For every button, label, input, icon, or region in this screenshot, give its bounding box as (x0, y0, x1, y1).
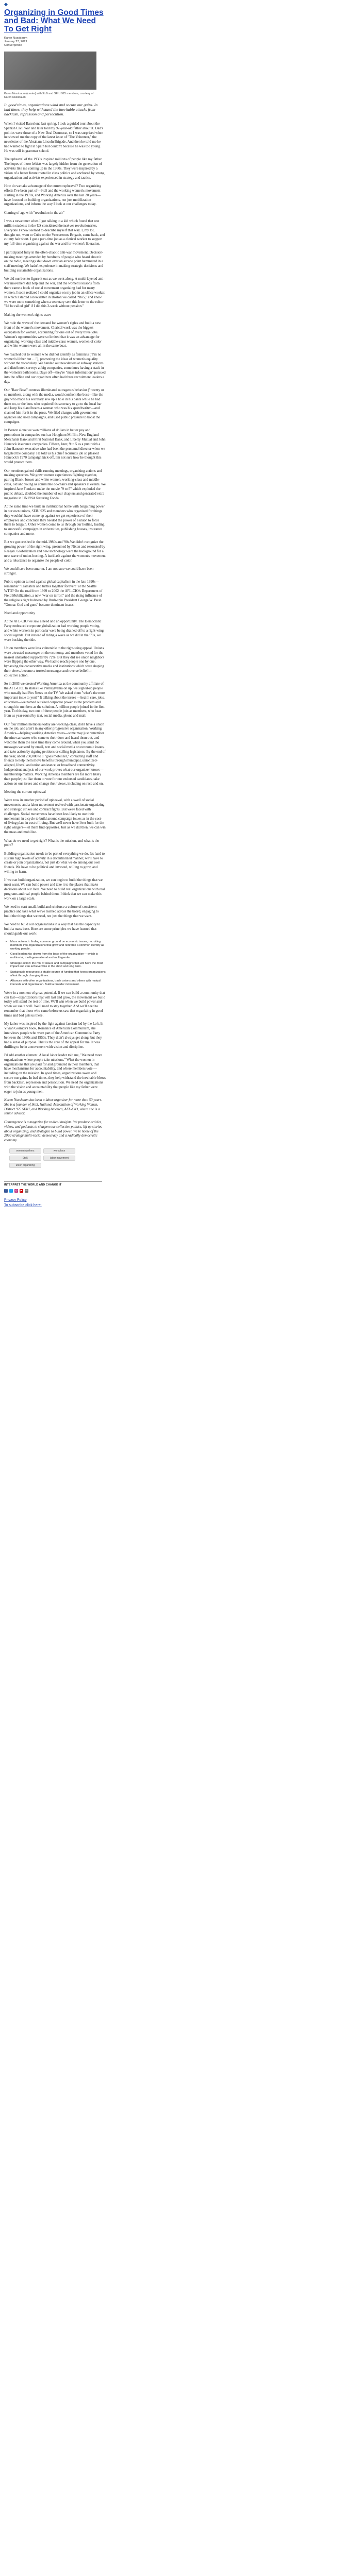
instagram-icon[interactable]: ◎ (15, 1189, 18, 1193)
tag-link[interactable]: 9to5 (9, 1156, 41, 1161)
principles-list (4, 940, 106, 987)
tag-link[interactable]: labor movement (43, 1156, 75, 1161)
body-paragraph: We need to start small, build and reinforce a culture of consistent practice and take what we've learned across the board, engaging to build the things that we need, not just the things that we want. (4, 905, 99, 918)
spacer (4, 1174, 102, 1180)
principle-item: • Strategic action: the mix of issues and campaigns that will have the most impact and can achieve wins in the short and long term. (8, 962, 106, 969)
body-paragraph: The upheaval of the 1930s inspired millions of people like my father. The hopes of those leftists was largely hidden from the generation of activists like me coming up in the 1960s. They were inspired by a vision of a better future rooted in class politics and anchored by strong organization and activists experienced in strategy and tactics. (4, 158, 105, 180)
byline-outlet[interactable]: Convergence (4, 44, 22, 47)
tag-link[interactable]: union organizing (9, 1163, 41, 1168)
body-paragraph: Union members were less vulnerable to the right-wing appeal. Unions were a trusted messenger on the economy, and members voted for the nearest unleashed supporter by 72%. But they did see union neighbors were flipping the other way. We had to reach people one by one, bypassing the conservative media and institutions which were shaping their views, become a trusted messenger and reverse belief in collective action. (4, 646, 104, 677)
body-paragraph: At the same time we built an institutional home with bargaining power in our own unions, SEIU 925 and members who organized for things they wouldn't have come up against we get experience of their employees and conclude they needed the power of a union to force them to bargain. Other women come to us through our hotline, leading to successful campaigns in universities, publishing houses, insurance companies and more. (4, 505, 105, 536)
photo-caption: Karen Nussbaum (center) with 9to5 and SEIU 925 members, courtesy of Karen Nussbaum (4, 92, 94, 99)
body-paragraph: Our "Raw Boss" contests illuminated outrageous behavior ("twenty or so members, along with the media, would confront the boss—like the guy who made his secretary sew up a hole in his pants while he had them on, or the boss who required his secretary to go to the local bar and keep his d and beans a woman who was his speechwriter—and shamed him for it in the press. We filed charges with government agencies and used campaigns, and used public pressure to boost the campaigns. (4, 388, 104, 424)
footer-banner (4, 1181, 102, 1193)
body-paragraph: Our members gained skills running meetings, organizing actions and making speeches. We grew women experiences fighting together, pairing Black, brown and white women, working-class and middle-class, old and young as committee co-chairs and speakers at events. We inspired Jane Fonda to make the movie "9 to 5" which exploded the public debate, doubled the number of our chapters and generated extra magazine in UN PNA featuring Fonda. (4, 469, 106, 500)
principle-item: • Alliances with other organizations, trade unions and others with mutual interests and organization. Build a broader movement. (8, 979, 106, 987)
body-paragraph: We reached out to women who did not identify as feminists ("I'm no women's libber but …"), promoting the ideas of women's equality without the vocabulary. We handed out newsletters at subway stations and distributed surveys at big companies, sometimes having a stack in the women's bathrooms. Days off—they're "mass information" pursued into the office and our organizers often had three recruitment leaders a day. (4, 352, 106, 384)
privacy-policy-link[interactable]: Privacy Policy (4, 1198, 27, 1202)
body-paragraph: We're now in another period of upheaval, with a swell of social movements, and a labor movement revived with passionate organizing and strategic strikes and contract fights. But we're faced with challenges. Social movements have been less likely to use their momentum in a cycle to build around campaign issues as in the cost-of-living plan, in cost of living. But we'll never have lives built for the right wingers—let them find opposites. Just as we did then, we can win the mass and mobilize. (4, 799, 106, 835)
pull-quote: In good times, organizations wind and secure our gains. In bad times, they help withstand the inevitable attacks from backlash, repression and persecution. (4, 103, 98, 116)
body-paragraph: I'd add another element. A local labor leader told me, "We need more organizations where people take missions." What the women in organizations that are paid for and grounded in their members, that have mechanisms for accountability, and where members vote —including on the mission. In good times, organizations sweat and secure our gains. In bad times, they help withstand the inevitable blows from backlash, repression and persecution. We need the organizations with the vision and accountability that people like my father were eager to join as young men. (4, 1053, 106, 1094)
email-icon[interactable]: ✉ (25, 1189, 28, 1193)
facebook-icon[interactable]: f (4, 1189, 8, 1193)
body-paragraph: Our four million members today are working-class, don't have a union on the job, and aren't in any other progressive organization. Working America—helping working America votes—some may just remember the nine canvasser who came to their door and heard them out, and welcome them the next time they come around, when you send the messages we send by email, text and social media on economic issues, and take action by signing petitions or calling legislators. By the end of the year, about 250,000 to 1 "goes mobilizer," contacting staff and friends to help them move benefits through municipal, unionized-aligned, liberal and union assistance, or broadband connectivity. Independent analysis of our work proves what our organizer knows— membership matters. Working America members are far more likely than people just like them to vote for our endorsed candidates, take action on our issues and change their views, including on race and on. (4, 722, 106, 786)
twitter-icon[interactable]: t (9, 1189, 13, 1193)
principle-item: • Sustainable resources: a stable source of funding that keeps organizations afloat through changing times. (8, 971, 106, 978)
body-paragraph: Making the women's rights wave (4, 313, 52, 317)
body-paragraph: Public opinion turned against global capitalism in the late 1990s—remember "Teamsters and turtles together forever!" at the Seattle WTO? On the road from 1999 to 2002 the AFL-CIO's Department of Field Mobilization, a new "war on terror," and the rising influence of the religious right bolstered by Bush-spin President George W. Bush. "Gonna: God and guns" became dominant issues. (4, 580, 103, 607)
tag-icon: ◆ (4, 2, 8, 7)
byline-date: January 27, 2021 (4, 40, 27, 43)
byline (4, 37, 106, 47)
photo-shading (4, 52, 96, 90)
subscribe-link[interactable]: To subscribe click here: (4, 1204, 42, 1208)
publication-note: Convergence is a magazine for radical insights. We produce articles, videos, and podcasts to sharpen our collective politics, lift up stories about organizing, and strategize to build power. We're home of the 2020 strategy multi-racial democracy and a radically democratic economy. (4, 1120, 103, 1143)
body-paragraph: If we can build organization, we can begin to build the things that we most want. We can build power and take it to the places that make decisions about our lives. We need to build real organizations with real programs and real people behind them. I think that we can make this work on a large scale. (4, 878, 105, 901)
tag-list (9, 1148, 102, 1168)
body-paragraph: How do we take advantage of the current upheaval? Two organizing efforts I've been part of—9to5 and the working women's movement starting in the 1970s, and Working America over the last 20 years—have focused on building organizations, not just mobilization organizations, and inform the way I look at our challenges today. (4, 184, 101, 207)
principle-item: • Mass outreach: finding common ground on economic issues; recruiting members into organizations that grow and reinforce a common identity as working people. (8, 940, 106, 951)
body-paragraph: I participated fully in the often-chaotic anti-war movement. Decision-making meetings attended by hundreds of people who heard about it on the radio, meetings shut down over an arcane point hammered in a staff meeting. We hadn't experience in making strategic decisions and building sustainable organizations. (4, 250, 104, 273)
article-headline[interactable]: Organizing in Good Times and Bad: What We Need To Get Right (4, 8, 104, 33)
article-body (4, 122, 106, 1143)
social-links (4, 1189, 102, 1193)
body-paragraph: Building organization needs to be part of everything we do. It's hard to sustain high levels of activity in a decentralized manner, we'll have to create or join organizations, not just do what we do among our own friends. We have to be political and invested, willing to grow, and willing to learn. (4, 852, 105, 874)
tag-link[interactable]: workplace (43, 1148, 75, 1154)
body-paragraph: So in 2003 we created Working America as the community affiliate of the AFL-CIO. In states like Pennsylvania on up, we signed-up people who usually had Fox News on the TV. We asked them "what's the most important issue to you?" It talking about the issues —health care, jobs, education—we named outsized corporate power as the problem and strength in numbers as the solution. A million people joined in the first year. To this day, two out of three people join as members, who hear from us year-round by text, social media, phone and mail. (4, 682, 106, 718)
body-paragraph: We did our best to figure it out as we went along. A multi-layered anti-war movement did help end the war, and the women's lessons from there came a book of social movement organizing had for many women. I soon realized I could organize on my job in an office worker, In which I started a newsletter in Boston we called "9to5," and knew we were on to something when a secretary sent this letter to the editor: "I'd be called 'girl' if I did this 2-week without pension." (4, 277, 105, 309)
footer-heading: INTERPRET THE WORLD AND CHANGE IT (4, 1183, 62, 1187)
author-note (4, 1098, 106, 1143)
youtube-icon[interactable]: ▶ (20, 1189, 23, 1193)
body-paragraph: Meeting the current upheaval (4, 790, 46, 794)
body-paragraph: My father was inspired by the fight against fascism led by the Left. In Vivian Gornick's book, Romance of American Communism, she interviews people who were part of the American Communist Party between the 1930s and 1950s. They didn't always get along, but they had a sense of purpose. That is the core of the appeal for me. It was thrilling to be in a movement with vision and discipline. (4, 1022, 104, 1049)
body-paragraph: At the AFL-CIO we saw a need and an opportunity. The Democratic Party embraced corporate globalization had working people voting, and white workers in particular were being drained off to a right-wing social agenda. But instead of riding a wave as we did in the '70s, we were bucking the tide. (4, 620, 104, 642)
byline-author[interactable]: Karen Nussbaum (4, 37, 27, 40)
body-paragraph: We're in a moment of great potential. If we can build a community that can last—organizations that will last and grow, the movement we build today will stand the test of time. We'll win when we build power and when we use it well. We'll need to stay together. And we'll need to remember that those who came before us saw that organizing in good times and bad gets us there. (4, 991, 105, 1018)
body-paragraph: Need and opportunity (4, 611, 36, 615)
body-paragraph: But we got crushed in the mid-1980s and '90s.We didn't recognize the growing power of the right wing, presumed by Nixon and resonated by Reagan. Globalization and new technology were the background for a new wave of union-busting. A backlash against the women's movement and a reluctance to organize the people of color. (4, 540, 106, 563)
article-photo (4, 52, 96, 90)
author-bio: Karen Nussbaum has been a labor organizer for more than 50 years. She is a founder of 9to5, National Association of Working Women, District 925 SEIU, and Working America, AFL-CIO, where she is a senior advisor. (4, 1098, 102, 1116)
body-paragraph: We rode the wave of the demand for women's rights and built a new front of the women's movement. Clerical work was the biggest occupation for women, accounting for one out of every three jobs. Women's opportunities were so limited that it was an advantage for organizing: working-class and middle-class women, women of color and white women were all in the same boat. (4, 321, 102, 348)
body-paragraph: When I visited Barcelona last spring, I took a guided tour about the Spanish Civil War and later told my 92-year-old father about it. Dad's politics were those of a New Deal Democrat, so I was surprised when he showed me the copy of the latest issue of "The Volunteer," the newsletter of the Abraham Lincoln Brigade. And then he told me he had wanted to fight in Spain but couldn't because he was too young. He was still in grammar school. (4, 122, 103, 153)
body-paragraph: Coming of age with "revolution in the air" (4, 211, 64, 215)
principle-item: • Good leadership: drawn from the base of the organization— which is multiracial, multi-generational and multi-gender. (8, 953, 106, 960)
bullets-intro: We need to build our organizations in a way that has the capacity to build a mass base. Here are some principles we have learned that should guide our work: (4, 923, 101, 936)
body-paragraph: In Boston alone we won millions of dollars in better pay and promotions in companies such as Houghton Mifflin, New England Merchants Bank and First National Bank, and Liberty Mutual and John Hancock insurance companies. Fifteen, later, 9 to 5 as a punt with a John Hancock executive who had been the personnel director when we targeted the company. He told us his chief recuruit's job so pleased Hancock's 1970 campaign kick-off, I'm not sure how he thought this would protect them. (4, 429, 106, 465)
body-paragraph: We could have been smarter. I am not sure we could have been stronger. (4, 567, 94, 575)
tag-link[interactable]: women workers (9, 1148, 41, 1154)
site-links (4, 1198, 106, 1208)
body-paragraph: What do we need to get right? What is the mission, and what is the point? (4, 839, 100, 848)
article-column (4, 0, 106, 1208)
body-paragraph: I was a newcomer when I got talking to a kid which found that one million students in the US considered themselves revolutionaries. Everyone I knew seemed to describe myself that way. I, my lot, thought not, went to Cuba on the Venceremos Brigade, came back, and cut my hair short. I got a part-time job as a clerical worker to support my full-time organizing against the war and for women's liberation. (4, 219, 105, 246)
